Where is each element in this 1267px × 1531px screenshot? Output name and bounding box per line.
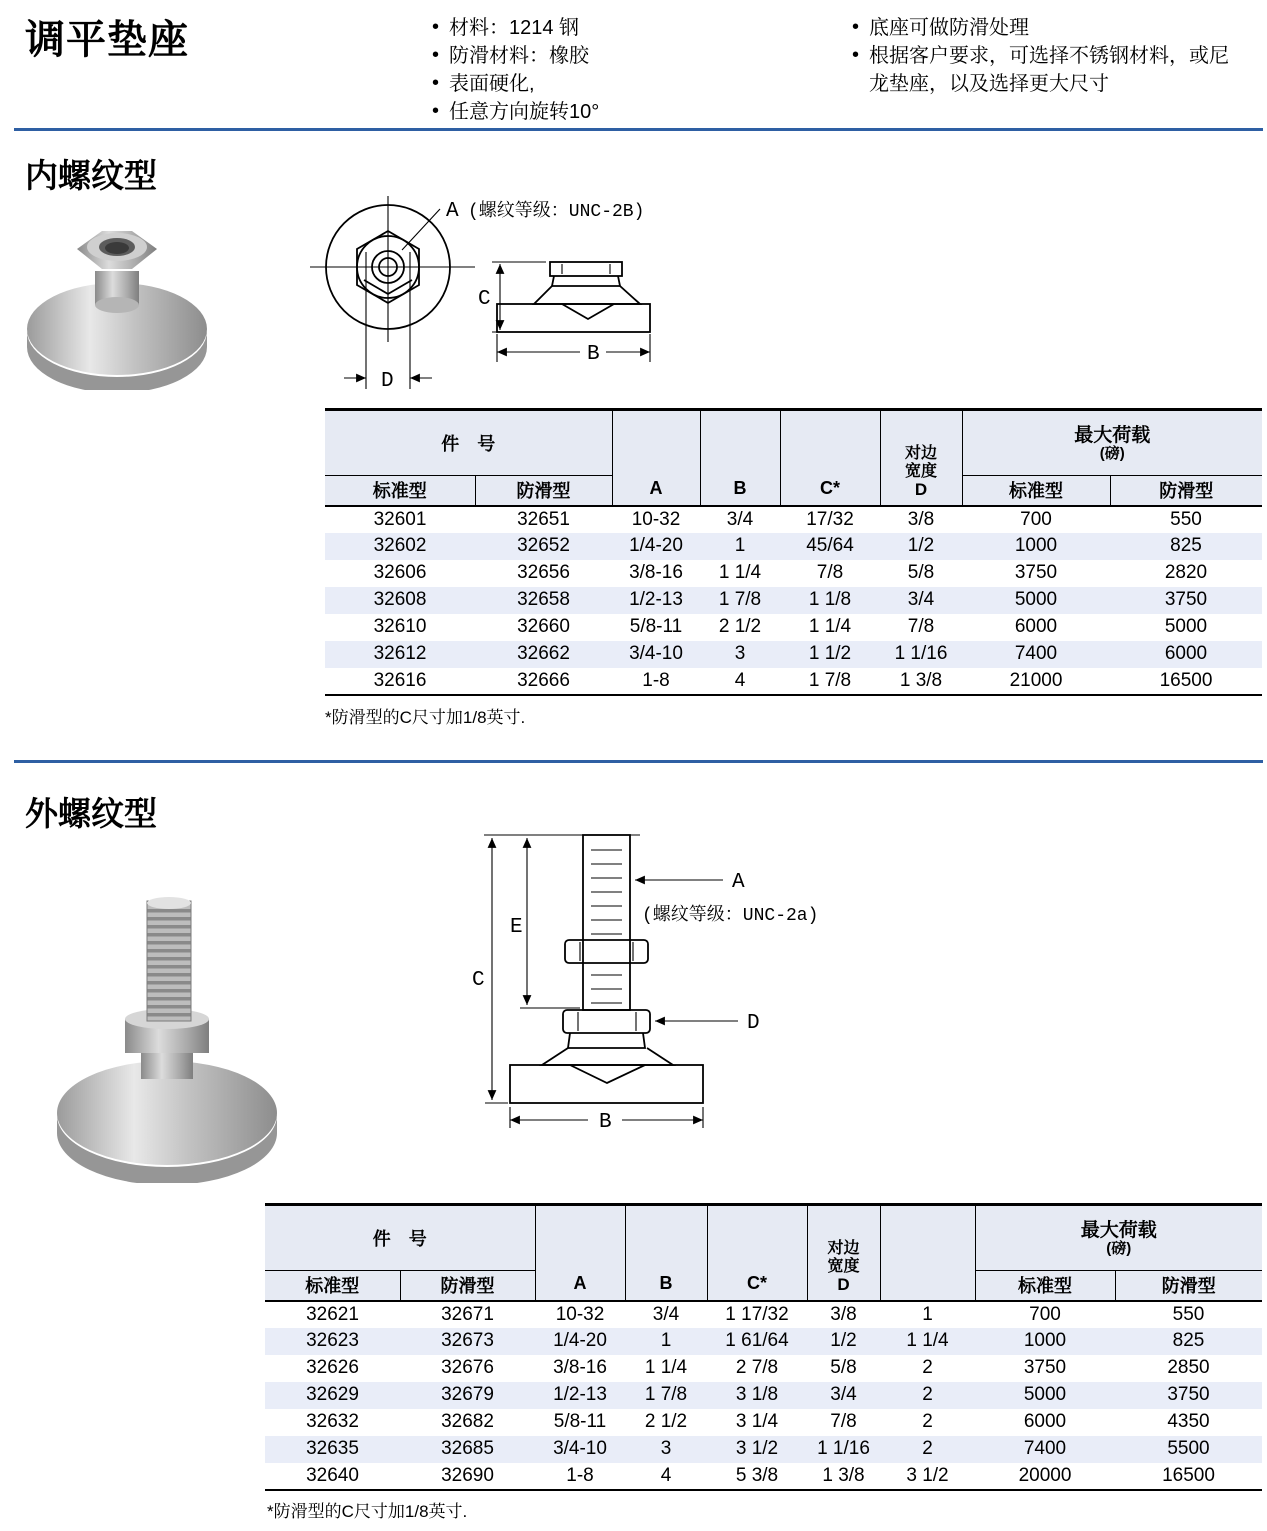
table-cell: 7/8 xyxy=(830,1411,857,1432)
col-header-d-line1: 对边 xyxy=(827,1239,860,1257)
table-cell: 3/4 xyxy=(652,1303,680,1325)
table-cell: 1000 xyxy=(962,533,1110,560)
table-cell: 32621 xyxy=(306,1303,359,1325)
table-cell: 1 1/4 xyxy=(718,562,762,583)
table-cell: 32671 xyxy=(441,1303,494,1325)
table-cell: 1 7/8 xyxy=(780,668,880,695)
dim-label-d: D xyxy=(747,1012,760,1035)
table-cell: 32601 xyxy=(373,508,427,530)
subheader-standard: 标准型 xyxy=(265,1271,400,1301)
table-cell: 7400 xyxy=(975,1436,1115,1463)
max-load-group-header xyxy=(962,410,1262,476)
feature-item: • 表面硬化, xyxy=(432,70,599,98)
col-header-b: B xyxy=(700,410,780,506)
dim-label-c: C xyxy=(472,969,485,992)
table-group-header-row xyxy=(325,410,1262,476)
table-cell: 6000 xyxy=(1023,1411,1067,1432)
max-load-title: 最大荷载 xyxy=(1080,1219,1157,1241)
section-title-external: 外螺纹型 xyxy=(25,795,157,832)
section-title-internal: 内螺纹型 xyxy=(25,157,157,194)
table-cell: 32679 xyxy=(400,1382,535,1409)
internal-thread-spec-table xyxy=(325,408,1262,696)
external-thread-spec-table xyxy=(265,1203,1262,1491)
table-cell: 1-8 xyxy=(535,1463,625,1490)
table-footnote: *防滑型的C尺寸加1/8英寸. xyxy=(325,708,526,727)
col-header-d-letter: D xyxy=(837,1274,850,1294)
dim-label-b: B xyxy=(599,1111,612,1134)
table-cell: 5/8 xyxy=(907,562,935,583)
feature-list-right xyxy=(852,14,1252,98)
table-cell: 32682 xyxy=(441,1411,494,1432)
feature-item: • 根据客户要求，可选择不锈钢材料，或尼龙垫座，以及选择更大尺寸 xyxy=(852,42,1244,98)
table-cell: 3/8-16 xyxy=(629,562,683,583)
table-row xyxy=(265,1436,1262,1463)
table-cell: 2 xyxy=(922,1357,933,1378)
table-cell: 1/2 xyxy=(807,1328,880,1355)
technical-drawing-external xyxy=(470,820,830,1165)
table-cell: 1/4-20 xyxy=(535,1328,625,1355)
subheader-load-standard: 标准型 xyxy=(975,1271,1115,1301)
table-cell: 5/8 xyxy=(830,1357,857,1378)
max-load-unit: (磅) xyxy=(1106,1239,1132,1257)
dim-label-c: C xyxy=(478,288,491,311)
table-row xyxy=(325,614,1262,641)
table-cell: 32660 xyxy=(517,616,570,637)
table-cell: 3 xyxy=(625,1436,707,1463)
top-view xyxy=(310,196,475,393)
table-cell: 1 17/32 xyxy=(725,1303,789,1325)
table-row xyxy=(325,506,1262,533)
table-cell: 1/2-13 xyxy=(612,587,700,614)
table-cell: 3/8-16 xyxy=(553,1357,607,1378)
table-cell: 1 1/16 xyxy=(880,641,962,668)
table-cell: 3/4 xyxy=(726,508,754,530)
table-cell: 5000 xyxy=(1164,616,1208,637)
col-header-d-line2: 宽度 xyxy=(827,1257,860,1275)
table-cell: 1 7/8 xyxy=(625,1382,707,1409)
col-header-c: C* xyxy=(780,410,880,506)
technical-drawing-internal xyxy=(300,182,680,412)
part-number-group-header: 件 号 xyxy=(265,1205,535,1271)
table-cell: 2820 xyxy=(1164,562,1208,583)
table-row xyxy=(325,533,1262,560)
table-cell: 1/2-13 xyxy=(535,1382,625,1409)
col-header-d-line2: 宽度 xyxy=(904,462,937,480)
side-view xyxy=(478,262,650,366)
section-divider xyxy=(14,128,1263,131)
page-title: 调平垫座 xyxy=(25,18,189,62)
table-cell: 5000 xyxy=(975,1382,1115,1409)
col-header-d xyxy=(807,1205,880,1301)
table-cell: 4 xyxy=(700,668,780,695)
external-thread-drawing xyxy=(470,820,830,1165)
table-row xyxy=(325,641,1262,668)
table-cell: 20000 xyxy=(975,1463,1115,1490)
table-cell: 32656 xyxy=(517,562,570,583)
table-cell: 3 xyxy=(700,641,780,668)
table-cell: 3/4 xyxy=(807,1382,880,1409)
table-cell: 1000 xyxy=(975,1328,1115,1355)
table-row xyxy=(265,1409,1262,1436)
table-cell: 7/8 xyxy=(816,562,844,583)
table-cell: 32612 xyxy=(325,641,475,668)
col-header-a: A xyxy=(535,1205,625,1301)
table-cell: 6000 xyxy=(1014,616,1058,637)
table-cell: 1 xyxy=(700,533,780,560)
stud-view xyxy=(472,835,818,1134)
table-cell: 16500 xyxy=(1115,1463,1262,1490)
table-cell: 3/4-10 xyxy=(612,641,700,668)
table-cell: 5/8-11 xyxy=(629,616,683,637)
section-divider xyxy=(14,760,1263,763)
feature-item: • 任意方向旋转10° xyxy=(432,98,599,126)
table-cell: 32623 xyxy=(265,1328,400,1355)
table-cell: 3750 xyxy=(1110,587,1262,614)
table-cell: 1 3/8 xyxy=(880,668,962,695)
col-header-d-letter: D xyxy=(914,479,928,499)
subheader-antislip: 防滑型 xyxy=(475,476,612,506)
table-cell: 550 xyxy=(1172,1303,1205,1325)
table-cell: 1/2 xyxy=(880,533,962,560)
table-cell: 32652 xyxy=(475,533,612,560)
table-row xyxy=(265,1355,1262,1382)
table-cell: 2 xyxy=(880,1436,975,1463)
table-cell: 7/8 xyxy=(907,616,935,637)
product-photo-internal-thread xyxy=(15,205,220,395)
table-cell: 32640 xyxy=(265,1463,400,1490)
part-number-group-header: 件 号 xyxy=(325,410,612,476)
table-row xyxy=(265,1382,1262,1409)
table-cell: 2 xyxy=(880,1382,975,1409)
table-cell: 6000 xyxy=(1110,641,1262,668)
table-cell: 32608 xyxy=(325,587,475,614)
max-load-group-header xyxy=(975,1205,1262,1271)
table-cell: 32666 xyxy=(475,668,612,695)
internal-table-body xyxy=(325,506,1262,695)
table-cell: 1-8 xyxy=(612,668,700,695)
subheader-antislip: 防滑型 xyxy=(400,1271,535,1301)
table-row xyxy=(265,1463,1262,1490)
table-cell: 1/4-20 xyxy=(612,533,700,560)
table-row xyxy=(265,1301,1262,1328)
table-cell: 32676 xyxy=(441,1357,494,1378)
table-row xyxy=(265,1328,1262,1355)
table-cell: 3 1/4 xyxy=(735,1411,779,1432)
feature-list-left xyxy=(432,14,599,126)
table-cell: 2 1/2 xyxy=(718,616,762,637)
table-group-header-row xyxy=(265,1205,1262,1271)
table-cell: 3/4 xyxy=(880,587,962,614)
table-cell: 3/8 xyxy=(907,508,935,530)
leveling-stud-photo xyxy=(35,893,325,1183)
table-row xyxy=(325,560,1262,587)
table-cell: 45/64 xyxy=(780,533,880,560)
table-cell: 2 7/8 xyxy=(735,1357,779,1378)
table-cell: 4350 xyxy=(1167,1411,1210,1432)
subheader-load-standard: 标准型 xyxy=(962,476,1110,506)
col-header-d-line1: 对边 xyxy=(904,444,937,462)
dim-label-e: E xyxy=(510,916,523,939)
dim-label-d: D xyxy=(381,370,394,393)
table-cell: 17/32 xyxy=(806,508,854,530)
table-cell: 32629 xyxy=(265,1382,400,1409)
col-header-e-blank xyxy=(880,1205,975,1301)
table-cell: 21000 xyxy=(962,668,1110,695)
product-photo-external-thread xyxy=(35,893,325,1188)
table-cell: 10-32 xyxy=(555,1303,605,1325)
table-cell: 1 1/16 xyxy=(807,1436,880,1463)
leveling-foot-photo xyxy=(15,205,220,390)
feature-item: • 材料：1214 钢 xyxy=(432,14,599,42)
table-cell: 1 61/64 xyxy=(707,1328,807,1355)
table-cell: 32602 xyxy=(325,533,475,560)
col-header-c: C* xyxy=(707,1205,807,1301)
table-cell: 32616 xyxy=(325,668,475,695)
feature-item: • 底座可做防滑处理 xyxy=(852,14,1244,42)
dim-label-a: A xyxy=(732,871,745,894)
table-cell: 1 1/2 xyxy=(780,641,880,668)
table-cell: 16500 xyxy=(1110,668,1262,695)
col-header-b: B xyxy=(625,1205,707,1301)
subheader-load-antislip: 防滑型 xyxy=(1110,476,1262,506)
table-cell: 32662 xyxy=(475,641,612,668)
table-cell: 32673 xyxy=(400,1328,535,1355)
table-cell: 3750 xyxy=(1023,1357,1067,1378)
table-cell: 32685 xyxy=(400,1436,535,1463)
col-header-d xyxy=(880,410,962,506)
subheader-standard: 标准型 xyxy=(325,476,475,506)
dim-label-b: B xyxy=(587,343,600,366)
external-table-body xyxy=(265,1301,1262,1490)
table-cell: 1 1/4 xyxy=(644,1357,688,1378)
table-row xyxy=(325,587,1262,614)
table-cell: 5000 xyxy=(962,587,1110,614)
table-cell: 32626 xyxy=(306,1357,359,1378)
table-cell: 3750 xyxy=(1115,1382,1262,1409)
table-cell: 32606 xyxy=(373,562,427,583)
table-cell: 32651 xyxy=(517,508,570,530)
dim-label-a: A xyxy=(446,200,459,223)
table-cell: 32610 xyxy=(373,616,427,637)
thread-class-note: (螺纹等级：UNC-2B) xyxy=(468,202,645,222)
table-cell: 1 xyxy=(922,1303,933,1325)
table-cell: 2 1/2 xyxy=(644,1411,688,1432)
max-load-unit: (磅) xyxy=(1099,444,1125,462)
feature-item: • 防滑材料：橡胶 xyxy=(432,42,599,70)
table-cell: 32690 xyxy=(400,1463,535,1490)
table-cell: 3 1/8 xyxy=(707,1382,807,1409)
table-cell: 825 xyxy=(1115,1328,1262,1355)
table-cell: 3/4-10 xyxy=(535,1436,625,1463)
table-cell: 3 1/2 xyxy=(880,1463,975,1490)
table-cell: 32635 xyxy=(265,1436,400,1463)
table-cell: 10-32 xyxy=(631,508,681,530)
table-cell: 1 xyxy=(625,1328,707,1355)
table-cell: 1 7/8 xyxy=(700,587,780,614)
table-cell: 2850 xyxy=(1167,1357,1210,1378)
subheader-load-antislip: 防滑型 xyxy=(1115,1271,1262,1301)
table-cell: 1 1/4 xyxy=(880,1328,975,1355)
table-row xyxy=(325,668,1262,695)
table-cell: 3/8 xyxy=(830,1303,857,1325)
thread-class-note: (螺纹等级：UNC-2a) xyxy=(642,906,819,926)
table-cell: 4 xyxy=(625,1463,707,1490)
table-cell: 32658 xyxy=(475,587,612,614)
table-cell: 1 3/8 xyxy=(807,1463,880,1490)
table-cell: 32632 xyxy=(306,1411,359,1432)
table-cell: 700 xyxy=(1029,1303,1061,1325)
table-cell: 5500 xyxy=(1115,1436,1262,1463)
table-cell: 3 1/2 xyxy=(707,1436,807,1463)
table-cell: 825 xyxy=(1110,533,1262,560)
table-cell: 700 xyxy=(1020,508,1052,530)
table-footnote: *防滑型的C尺寸加1/8英寸. xyxy=(267,1502,468,1521)
table-cell: 1 1/4 xyxy=(808,616,852,637)
table-cell: 2 xyxy=(922,1411,933,1432)
table-cell: 3750 xyxy=(1014,562,1058,583)
col-header-a: A xyxy=(612,410,700,506)
max-load-title: 最大荷载 xyxy=(1074,424,1151,446)
internal-thread-drawing xyxy=(300,182,680,412)
table-cell: 5/8-11 xyxy=(553,1411,607,1432)
table-cell: 5 3/8 xyxy=(707,1463,807,1490)
table-cell: 1 1/8 xyxy=(780,587,880,614)
table-cell: 550 xyxy=(1170,508,1202,530)
table-cell: 7400 xyxy=(962,641,1110,668)
